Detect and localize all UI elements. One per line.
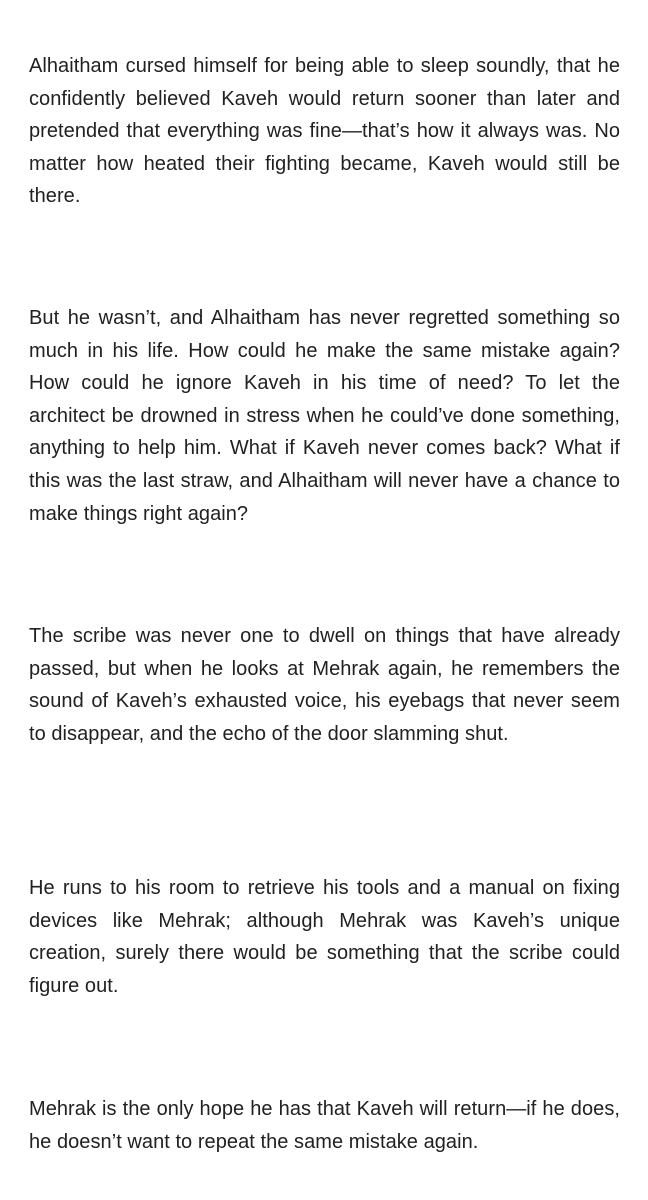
story-paragraph: He runs to his room to retrieve his tools and a manual on fixing devices like Mehrak; although Mehrak was Kaveh’s unique creation, surely there would be something that the scribe could figure out. <box>29 877 620 997</box>
story-paragraph: Alhaitham cursed himself for being able to sleep soundly, that he confidently believed Kaveh would return sooner than later and pretended that everything was fine—that’s how it always was. No matter how heated their fighting became, Kaveh would still be there. <box>29 55 620 208</box>
story-paragraph: But he wasn’t, and Alhaitham has never regretted something so much in his life. How could he make the same mistake again? How could he ignore Kaveh in his time of need? To let the architect be drowned in stress when he could’ve done something, anything to help him. What if Kaveh never comes back? What if this was the last straw, and Alhaitham will never have a chance to make things right again? <box>29 307 620 525</box>
story-paragraph: The scribe was never one to dwell on things that have already passed, but when he looks at Mehrak again, he remembers the sound of Kaveh’s exhausted voice, his eyebags that never seem to disappear, and the echo of the door slamming shut. <box>29 625 620 745</box>
story-paragraph: Mehrak is the only hope he has that Kaveh will return—if he does, he doesn’t want to repeat the same mistake again. <box>29 1098 620 1153</box>
